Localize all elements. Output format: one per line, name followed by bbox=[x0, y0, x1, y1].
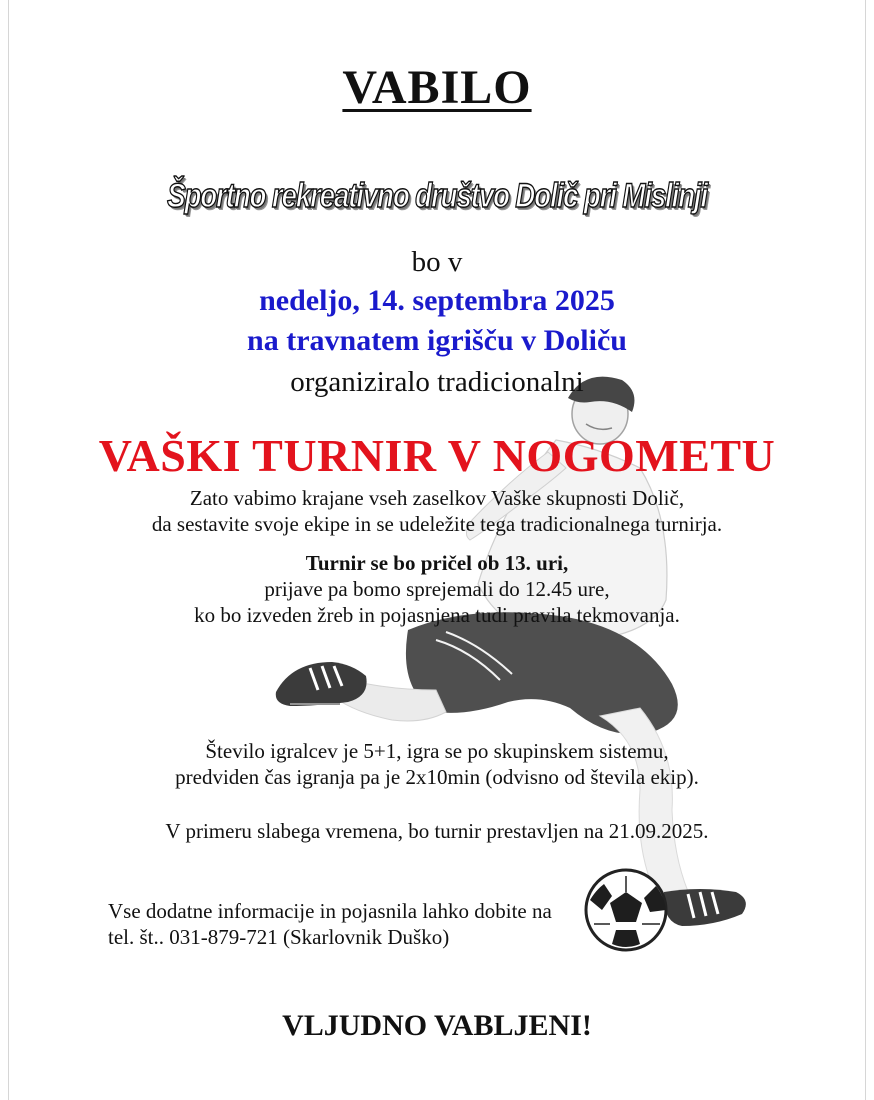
phone-line: tel. št.. 031-879-721 (Skarlovnik Duško) bbox=[108, 925, 450, 949]
invite-paragraph bbox=[0, 485, 874, 537]
invite-line: Zato vabimo krajane vseh zaselkov Vaške skupnosti Dolič, bbox=[189, 486, 685, 510]
playtime-line: predviden čas igranja pa je 2x10min (odvisno od števila ekip). bbox=[175, 765, 699, 789]
contact-info bbox=[108, 898, 552, 950]
bo-v-text: bo v bbox=[411, 246, 463, 278]
registration-line: prijave pa bomo sprejemali do 12.45 ure, bbox=[264, 577, 610, 601]
draw-line: ko bo izveden žreb in pojasnjena tudi pravila tekmovanja. bbox=[194, 603, 680, 627]
invite-line: da sestavite svoje ekipe in se udeležite tega tradicionalnega turnirja. bbox=[151, 512, 723, 536]
info-line: Vse dodatne informacije in pojasnila lahko dobite na bbox=[108, 899, 552, 923]
tournament-title: VAŠKI TURNIR V NOGOMETU bbox=[98, 430, 776, 481]
closing-text: VLJUDNO VABLJENI! bbox=[282, 1009, 592, 1042]
event-date: nedeljo, 14. septembra 2025 bbox=[259, 284, 615, 317]
soccer-ball-icon bbox=[586, 870, 666, 950]
weather-note: V primeru slabega vremena, bo turnir prestavljen na 21.09.2025. bbox=[165, 819, 709, 843]
page-title: VABILO bbox=[342, 61, 532, 114]
event-venue: na travnatem igrišču v Doliču bbox=[247, 324, 627, 357]
organized-text: organiziralo tradicionalni bbox=[290, 366, 584, 398]
club-name: Športno rekreativno društvo Dolič pri Mislinji bbox=[167, 177, 707, 215]
players-paragraph bbox=[0, 738, 874, 790]
start-paragraph bbox=[0, 550, 874, 628]
start-time-line: Turnir se bo pričel ob 13. uri, bbox=[305, 551, 569, 575]
players-line: Število igralcev je 5+1, igra se po skupinskem sistemu, bbox=[205, 739, 669, 763]
